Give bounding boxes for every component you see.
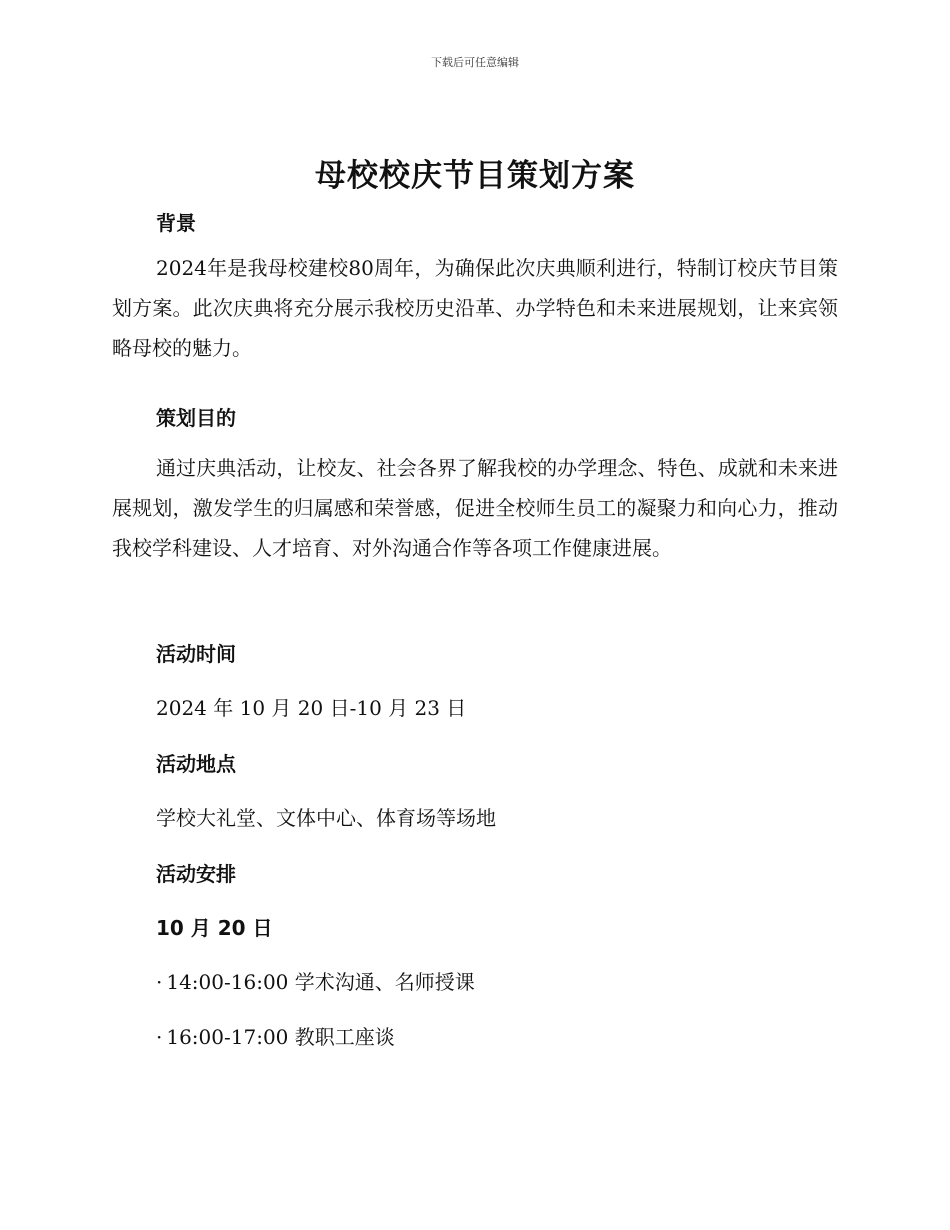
heading-background: 背景 (156, 211, 196, 235)
heading-location: 活动地点 (156, 752, 236, 776)
header-note: 下载后可任意编辑 (431, 56, 519, 69)
paragraph-background: 2024年是我母校建校80周年，为确保此次庆典顺利进行，特制订校庆节目策划方案。此次庆典将充分展示我校历史沿革、办学特色和未来进展规划，让来宾领略母校的魅力。 (112, 256, 838, 360)
schedule-day-heading: 10 月 20 日 (156, 916, 273, 940)
schedule-item-text: 14:00-16:00 学术沟通、名师授课 (166, 970, 475, 994)
document-title: 母校校庆节目策划方案 (315, 158, 635, 194)
activity-time-text: 2024 年 10 月 20 日-10 月 23 日 (156, 696, 467, 720)
heading-purpose: 策划目的 (156, 406, 236, 430)
paragraph-purpose: 通过庆典活动，让校友、社会各界了解我校的办学理念、特色、成就和未来进展规划，激发学生的归属感和荣誉感，促进全校师生员工的凝聚力和向心力，推动我校学科建设、人才培育、对外沟通合作等各项工作健康进展。 (112, 456, 838, 560)
activity-location-text: 学校大礼堂、文体中心、体育场等场地 (156, 806, 496, 830)
bullet-icon: · (156, 970, 163, 994)
schedule-item-text: 16:00-17:00 教职工座谈 (166, 1025, 395, 1049)
schedule-item (156, 966, 475, 995)
schedule-item (156, 1021, 395, 1050)
bullet-icon: · (156, 1025, 163, 1049)
heading-schedule: 活动安排 (156, 862, 236, 886)
heading-time: 活动时间 (156, 642, 236, 666)
